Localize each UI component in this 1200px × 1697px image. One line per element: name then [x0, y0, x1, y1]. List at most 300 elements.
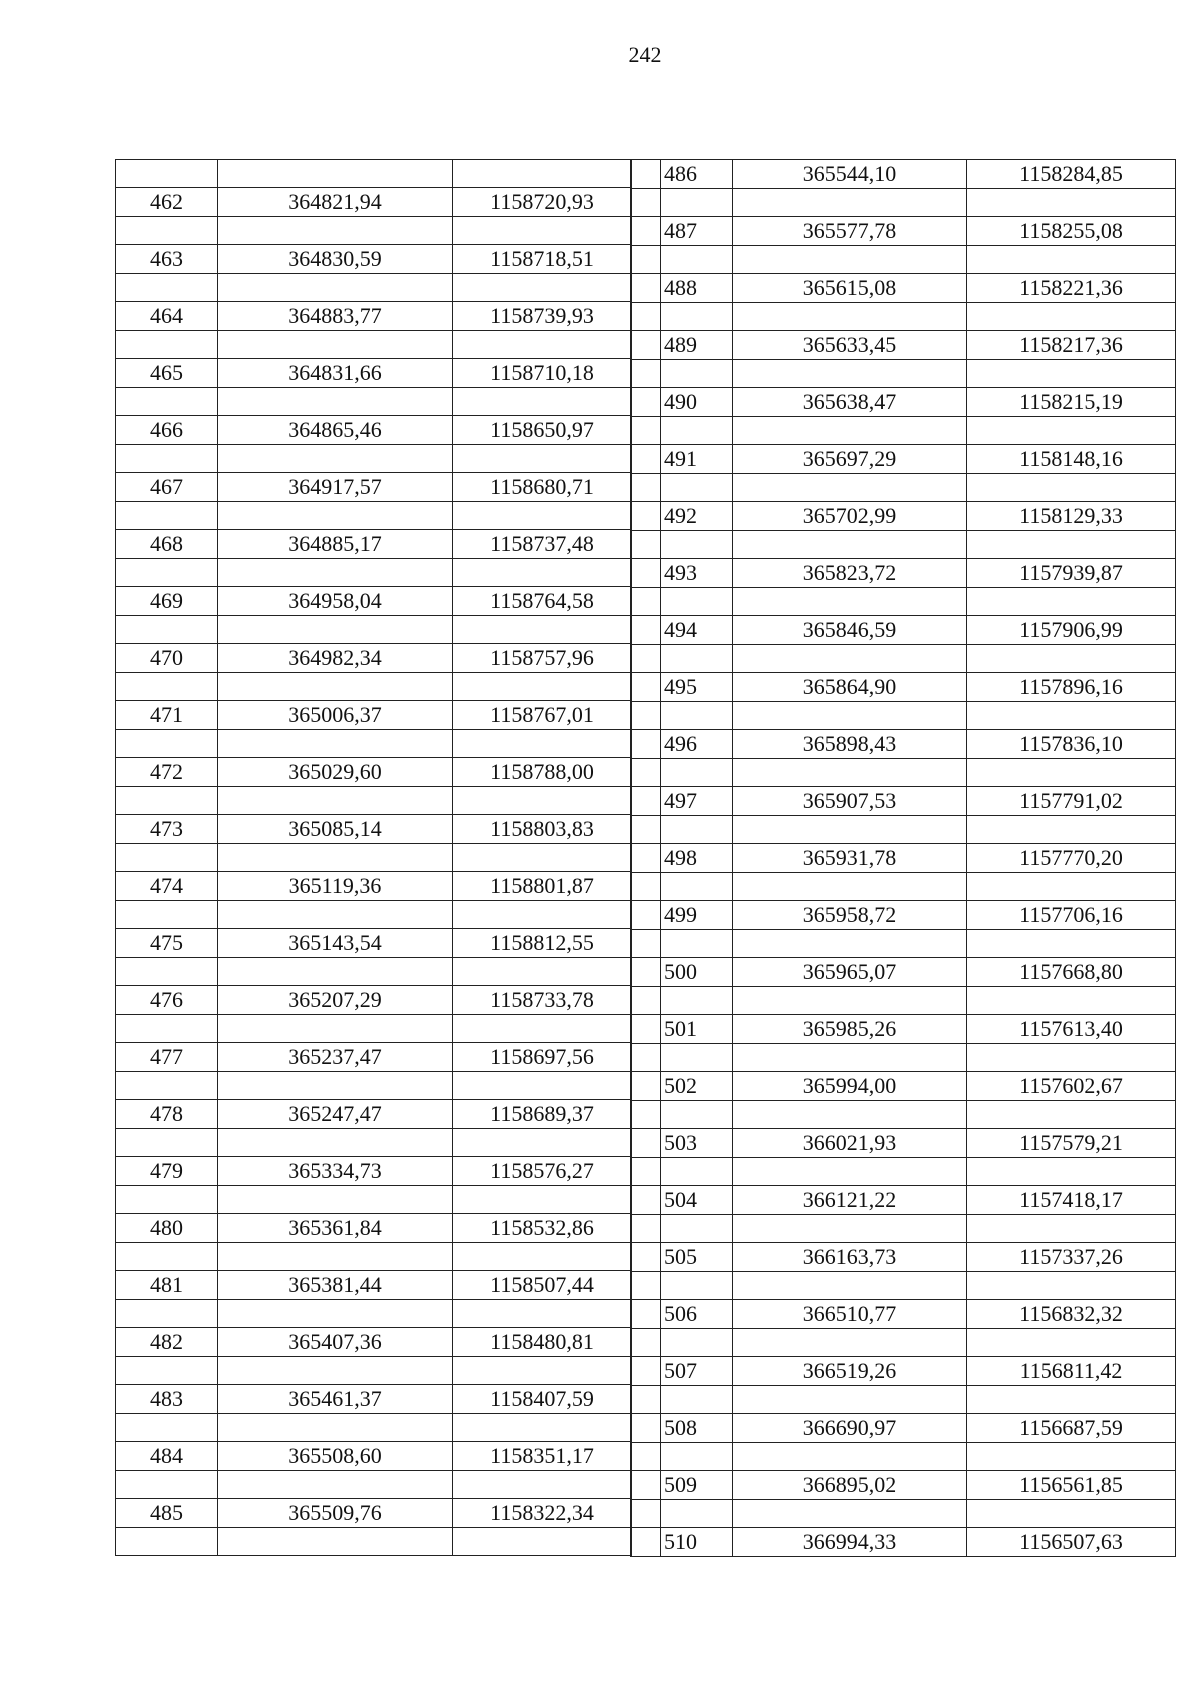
x-coordinate-cell — [218, 730, 453, 758]
spacer-cell — [631, 388, 661, 417]
y-coordinate-cell — [967, 930, 1176, 958]
x-coordinate-cell: 366994,33 — [733, 1528, 967, 1557]
coordinates-table-right — [630, 159, 1176, 1557]
table-row — [631, 901, 1176, 930]
y-coordinate-cell — [967, 360, 1176, 388]
point-number-cell: 493 — [661, 559, 733, 588]
x-coordinate-cell — [733, 1272, 967, 1300]
spacer-cell — [631, 1500, 661, 1528]
y-coordinate-cell: 1156561,85 — [967, 1471, 1176, 1500]
x-coordinate-cell — [218, 844, 453, 872]
table-row — [116, 1043, 632, 1072]
table-row — [116, 160, 632, 188]
point-number-cell: 508 — [661, 1414, 733, 1443]
y-coordinate-cell — [967, 1272, 1176, 1300]
y-coordinate-cell: 1157418,17 — [967, 1186, 1176, 1215]
point-number-cell — [116, 217, 218, 245]
y-coordinate-cell: 1156687,59 — [967, 1414, 1176, 1443]
x-coordinate-cell — [733, 1215, 967, 1243]
x-coordinate-cell — [733, 1443, 967, 1471]
spacer-cell — [631, 816, 661, 844]
y-coordinate-cell: 1157602,67 — [967, 1072, 1176, 1101]
point-number-cell: 477 — [116, 1043, 218, 1072]
spacer-cell — [631, 217, 661, 246]
spacer-cell — [631, 1528, 661, 1557]
table-row — [631, 588, 1176, 616]
x-coordinate-cell — [218, 1243, 453, 1271]
point-number-cell: 474 — [116, 872, 218, 901]
table-row — [631, 1357, 1176, 1386]
spacer-cell — [631, 331, 661, 360]
y-coordinate-cell: 1158718,51 — [453, 245, 632, 274]
y-coordinate-cell — [453, 502, 632, 530]
y-coordinate-cell: 1158689,37 — [453, 1100, 632, 1129]
table-row — [116, 416, 632, 445]
x-coordinate-cell — [218, 1528, 453, 1556]
table-row — [631, 531, 1176, 559]
x-coordinate-cell — [733, 930, 967, 958]
point-number-cell: 496 — [661, 730, 733, 759]
x-coordinate-cell: 364831,66 — [218, 359, 453, 388]
y-coordinate-cell: 1157791,02 — [967, 787, 1176, 816]
point-number-cell: 492 — [661, 502, 733, 531]
point-number-cell: 501 — [661, 1015, 733, 1044]
y-coordinate-cell — [453, 787, 632, 815]
x-coordinate-cell: 365965,07 — [733, 958, 967, 987]
x-coordinate-cell: 365958,72 — [733, 901, 967, 930]
y-coordinate-cell — [453, 1015, 632, 1043]
point-number-cell: 484 — [116, 1442, 218, 1471]
y-coordinate-cell — [967, 189, 1176, 217]
y-coordinate-cell: 1157836,10 — [967, 730, 1176, 759]
point-number-cell — [661, 246, 733, 274]
x-coordinate-cell: 365006,37 — [218, 701, 453, 730]
table-row — [631, 246, 1176, 274]
table-row — [631, 730, 1176, 759]
table-row — [116, 844, 632, 872]
table-row — [631, 1300, 1176, 1329]
table-row — [116, 359, 632, 388]
spacer-cell — [631, 787, 661, 816]
y-coordinate-cell — [967, 987, 1176, 1015]
x-coordinate-cell — [218, 388, 453, 416]
x-coordinate-cell — [218, 616, 453, 644]
point-number-cell: 498 — [661, 844, 733, 873]
point-number-cell: 509 — [661, 1471, 733, 1500]
page-number: 242 — [628, 42, 662, 67]
point-number-cell — [661, 474, 733, 502]
point-number-cell: 504 — [661, 1186, 733, 1215]
point-number-cell — [116, 787, 218, 815]
point-number-cell — [116, 445, 218, 473]
y-coordinate-cell — [967, 873, 1176, 901]
point-number-cell: 497 — [661, 787, 733, 816]
point-number-cell: 507 — [661, 1357, 733, 1386]
spacer-cell — [631, 246, 661, 274]
point-number-cell — [661, 987, 733, 1015]
x-coordinate-cell — [218, 1414, 453, 1442]
x-coordinate-cell: 366021,93 — [733, 1129, 967, 1158]
y-coordinate-cell: 1158480,81 — [453, 1328, 632, 1357]
spacer-cell — [631, 1357, 661, 1386]
spacer-cell — [631, 730, 661, 759]
y-coordinate-cell: 1158255,08 — [967, 217, 1176, 246]
table-row — [116, 815, 632, 844]
x-coordinate-cell — [733, 702, 967, 730]
table-row — [631, 303, 1176, 331]
y-coordinate-cell: 1157579,21 — [967, 1129, 1176, 1158]
y-coordinate-cell — [967, 1329, 1176, 1357]
y-coordinate-cell: 1157706,16 — [967, 901, 1176, 930]
x-coordinate-cell: 365544,10 — [733, 160, 967, 189]
point-number-cell: 510 — [661, 1528, 733, 1557]
x-coordinate-cell — [218, 502, 453, 530]
point-number-cell: 467 — [116, 473, 218, 502]
table-row — [631, 645, 1176, 673]
table-row — [116, 473, 632, 502]
table-row — [116, 1214, 632, 1243]
x-coordinate-cell: 366519,26 — [733, 1357, 967, 1386]
x-coordinate-cell — [733, 1044, 967, 1072]
x-coordinate-cell — [218, 274, 453, 302]
table-row — [116, 1100, 632, 1129]
x-coordinate-cell: 365509,76 — [218, 1499, 453, 1528]
x-coordinate-cell: 364958,04 — [218, 587, 453, 616]
spacer-cell — [631, 1072, 661, 1101]
table-row — [116, 530, 632, 559]
table-row — [116, 1328, 632, 1357]
x-coordinate-cell: 365898,43 — [733, 730, 967, 759]
table-row — [116, 701, 632, 730]
x-coordinate-cell: 365702,99 — [733, 502, 967, 531]
point-number-cell — [661, 645, 733, 673]
y-coordinate-cell — [453, 1186, 632, 1214]
x-coordinate-cell: 365864,90 — [733, 673, 967, 702]
y-coordinate-cell: 1158803,83 — [453, 815, 632, 844]
y-coordinate-cell: 1158739,93 — [453, 302, 632, 331]
point-number-cell — [116, 1414, 218, 1442]
point-number-cell — [116, 1471, 218, 1499]
table-row — [631, 1186, 1176, 1215]
point-number-cell — [116, 1357, 218, 1385]
x-coordinate-cell — [218, 1072, 453, 1100]
x-coordinate-cell: 366690,97 — [733, 1414, 967, 1443]
y-coordinate-cell — [453, 844, 632, 872]
point-number-cell — [661, 1500, 733, 1528]
y-coordinate-cell: 1158764,58 — [453, 587, 632, 616]
table-row — [116, 245, 632, 274]
x-coordinate-cell: 364821,94 — [218, 188, 453, 217]
coordinates-table-left — [115, 159, 632, 1556]
point-number-cell: 491 — [661, 445, 733, 474]
y-coordinate-cell: 1158697,56 — [453, 1043, 632, 1072]
point-number-cell — [661, 816, 733, 844]
spacer-cell — [631, 645, 661, 673]
table-row — [631, 844, 1176, 873]
table-row — [116, 1186, 632, 1214]
point-number-cell: 468 — [116, 530, 218, 559]
point-number-cell — [661, 1158, 733, 1186]
x-coordinate-cell — [733, 531, 967, 559]
x-coordinate-cell: 365381,44 — [218, 1271, 453, 1300]
spacer-cell — [631, 1044, 661, 1072]
point-number-cell — [661, 189, 733, 217]
y-coordinate-cell: 1158757,96 — [453, 644, 632, 673]
x-coordinate-cell: 365334,73 — [218, 1157, 453, 1186]
point-number-cell: 506 — [661, 1300, 733, 1329]
spacer-cell — [631, 1215, 661, 1243]
x-coordinate-cell — [218, 331, 453, 359]
y-coordinate-cell — [453, 616, 632, 644]
point-number-cell — [116, 160, 218, 188]
point-number-cell: 488 — [661, 274, 733, 303]
point-number-cell: 471 — [116, 701, 218, 730]
y-coordinate-cell — [453, 1357, 632, 1385]
table-row — [116, 559, 632, 587]
table-row — [116, 644, 632, 673]
table-row — [631, 160, 1176, 189]
table-row — [631, 1471, 1176, 1500]
point-number-cell — [661, 1272, 733, 1300]
y-coordinate-cell: 1158148,16 — [967, 445, 1176, 474]
table-row — [116, 986, 632, 1015]
y-coordinate-cell — [453, 901, 632, 929]
y-coordinate-cell: 1158788,00 — [453, 758, 632, 787]
spacer-cell — [631, 445, 661, 474]
y-coordinate-cell — [453, 331, 632, 359]
x-coordinate-cell — [733, 1101, 967, 1129]
y-coordinate-cell: 1158507,44 — [453, 1271, 632, 1300]
point-number-cell: 475 — [116, 929, 218, 958]
table-row — [631, 388, 1176, 417]
y-coordinate-cell: 1158650,97 — [453, 416, 632, 445]
y-coordinate-cell: 1157906,99 — [967, 616, 1176, 645]
x-coordinate-cell — [218, 217, 453, 245]
point-number-cell: 489 — [661, 331, 733, 360]
table-row — [631, 1015, 1176, 1044]
x-coordinate-cell: 365633,45 — [733, 331, 967, 360]
y-coordinate-cell — [453, 274, 632, 302]
y-coordinate-cell: 1156507,63 — [967, 1528, 1176, 1557]
spacer-cell — [631, 274, 661, 303]
x-coordinate-cell: 366163,73 — [733, 1243, 967, 1272]
x-coordinate-cell: 365577,78 — [733, 217, 967, 246]
spacer-cell — [631, 759, 661, 787]
point-number-cell: 479 — [116, 1157, 218, 1186]
x-coordinate-cell: 365508,60 — [218, 1442, 453, 1471]
spacer-cell — [631, 1300, 661, 1329]
spacer-cell — [631, 1329, 661, 1357]
x-coordinate-cell: 365994,00 — [733, 1072, 967, 1101]
x-coordinate-cell: 365846,59 — [733, 616, 967, 645]
x-coordinate-cell: 365638,47 — [733, 388, 967, 417]
x-coordinate-cell — [218, 1471, 453, 1499]
table-row — [116, 901, 632, 929]
point-number-cell: 473 — [116, 815, 218, 844]
point-number-cell — [116, 1300, 218, 1328]
table-row — [116, 217, 632, 245]
table-row — [631, 331, 1176, 360]
table-row — [116, 502, 632, 530]
spacer-cell — [631, 1386, 661, 1414]
table-row — [631, 1443, 1176, 1471]
y-coordinate-cell — [453, 1414, 632, 1442]
point-number-cell: 476 — [116, 986, 218, 1015]
point-number-cell — [661, 873, 733, 901]
y-coordinate-cell: 1157668,80 — [967, 958, 1176, 987]
x-coordinate-cell — [733, 1386, 967, 1414]
x-coordinate-cell — [218, 1015, 453, 1043]
table-row — [631, 930, 1176, 958]
x-coordinate-cell — [733, 1329, 967, 1357]
y-coordinate-cell — [967, 417, 1176, 445]
y-coordinate-cell: 1158720,93 — [453, 188, 632, 217]
x-coordinate-cell — [218, 1357, 453, 1385]
y-coordinate-cell: 1157337,26 — [967, 1243, 1176, 1272]
spacer-cell — [631, 702, 661, 730]
table-row — [631, 1101, 1176, 1129]
x-coordinate-cell: 365697,29 — [733, 445, 967, 474]
y-coordinate-cell — [967, 303, 1176, 331]
x-coordinate-cell: 364883,77 — [218, 302, 453, 331]
point-number-cell: 499 — [661, 901, 733, 930]
spacer-cell — [631, 1186, 661, 1215]
x-coordinate-cell — [218, 958, 453, 986]
y-coordinate-cell: 1158351,17 — [453, 1442, 632, 1471]
spacer-cell — [631, 417, 661, 445]
x-coordinate-cell — [218, 1300, 453, 1328]
point-number-cell — [661, 702, 733, 730]
x-coordinate-cell — [218, 1186, 453, 1214]
x-coordinate-cell — [733, 759, 967, 787]
table-row — [631, 274, 1176, 303]
point-number-cell: 483 — [116, 1385, 218, 1414]
point-number-cell — [661, 1329, 733, 1357]
x-coordinate-cell: 365029,60 — [218, 758, 453, 787]
spacer-cell — [631, 531, 661, 559]
y-coordinate-cell — [453, 958, 632, 986]
point-number-cell: 485 — [116, 1499, 218, 1528]
point-number-cell — [661, 588, 733, 616]
spacer-cell — [631, 588, 661, 616]
table-row — [631, 958, 1176, 987]
x-coordinate-cell — [218, 160, 453, 188]
table-row — [631, 1386, 1176, 1414]
point-number-cell — [661, 930, 733, 958]
y-coordinate-cell — [453, 730, 632, 758]
y-coordinate-cell: 1158284,85 — [967, 160, 1176, 189]
point-number-cell — [116, 1528, 218, 1556]
x-coordinate-cell: 365237,47 — [218, 1043, 453, 1072]
table-row — [631, 787, 1176, 816]
spacer-cell — [631, 987, 661, 1015]
point-number-cell — [661, 1101, 733, 1129]
table-row — [631, 1243, 1176, 1272]
y-coordinate-cell — [453, 559, 632, 587]
table-row — [631, 673, 1176, 702]
point-number-cell — [116, 673, 218, 701]
table-row — [116, 1499, 632, 1528]
point-number-cell: 466 — [116, 416, 218, 445]
table-row — [631, 360, 1176, 388]
point-number-cell — [661, 1386, 733, 1414]
y-coordinate-cell — [453, 1528, 632, 1556]
point-number-cell: 465 — [116, 359, 218, 388]
y-coordinate-cell — [453, 217, 632, 245]
y-coordinate-cell: 1157770,20 — [967, 844, 1176, 873]
table-row — [631, 702, 1176, 730]
table-row — [631, 616, 1176, 645]
table-row — [116, 188, 632, 217]
table-row — [116, 331, 632, 359]
point-number-cell: 486 — [661, 160, 733, 189]
table-row — [631, 1329, 1176, 1357]
y-coordinate-cell: 1156811,42 — [967, 1357, 1176, 1386]
table-row — [631, 1215, 1176, 1243]
spacer-cell — [631, 1443, 661, 1471]
point-number-cell — [661, 531, 733, 559]
table-row — [116, 587, 632, 616]
table-row — [631, 1414, 1176, 1443]
spacer-cell — [631, 559, 661, 588]
point-number-cell: 494 — [661, 616, 733, 645]
y-coordinate-cell — [453, 1072, 632, 1100]
x-coordinate-cell — [733, 189, 967, 217]
y-coordinate-cell — [967, 474, 1176, 502]
point-number-cell — [661, 759, 733, 787]
y-coordinate-cell — [453, 1129, 632, 1157]
table-row — [116, 616, 632, 644]
point-number-cell: 502 — [661, 1072, 733, 1101]
y-coordinate-cell — [967, 1386, 1176, 1414]
point-number-cell: 505 — [661, 1243, 733, 1272]
y-coordinate-cell — [967, 1500, 1176, 1528]
y-coordinate-cell — [967, 645, 1176, 673]
y-coordinate-cell — [967, 816, 1176, 844]
point-number-cell: 481 — [116, 1271, 218, 1300]
x-coordinate-cell: 365615,08 — [733, 274, 967, 303]
x-coordinate-cell — [733, 474, 967, 502]
point-number-cell — [116, 559, 218, 587]
y-coordinate-cell: 1158733,78 — [453, 986, 632, 1015]
point-number-cell: 470 — [116, 644, 218, 673]
point-number-cell: 487 — [661, 217, 733, 246]
spacer-cell — [631, 1129, 661, 1158]
y-coordinate-cell: 1157896,16 — [967, 673, 1176, 702]
y-coordinate-cell: 1157939,87 — [967, 559, 1176, 588]
x-coordinate-cell — [218, 901, 453, 929]
y-coordinate-cell — [967, 531, 1176, 559]
x-coordinate-cell: 366895,02 — [733, 1471, 967, 1500]
table-row — [116, 388, 632, 416]
x-coordinate-cell — [218, 559, 453, 587]
x-coordinate-cell — [733, 645, 967, 673]
x-coordinate-cell — [733, 246, 967, 274]
spacer-cell — [631, 189, 661, 217]
point-number-cell — [116, 616, 218, 644]
point-number-cell — [661, 1215, 733, 1243]
x-coordinate-cell: 365931,78 — [733, 844, 967, 873]
table-row — [116, 1385, 632, 1414]
y-coordinate-cell — [967, 702, 1176, 730]
point-number-cell — [116, 1243, 218, 1271]
point-number-cell: 478 — [116, 1100, 218, 1129]
x-coordinate-cell — [733, 1158, 967, 1186]
table-row — [116, 1414, 632, 1442]
x-coordinate-cell — [733, 303, 967, 331]
spacer-cell — [631, 930, 661, 958]
spacer-cell — [631, 844, 661, 873]
